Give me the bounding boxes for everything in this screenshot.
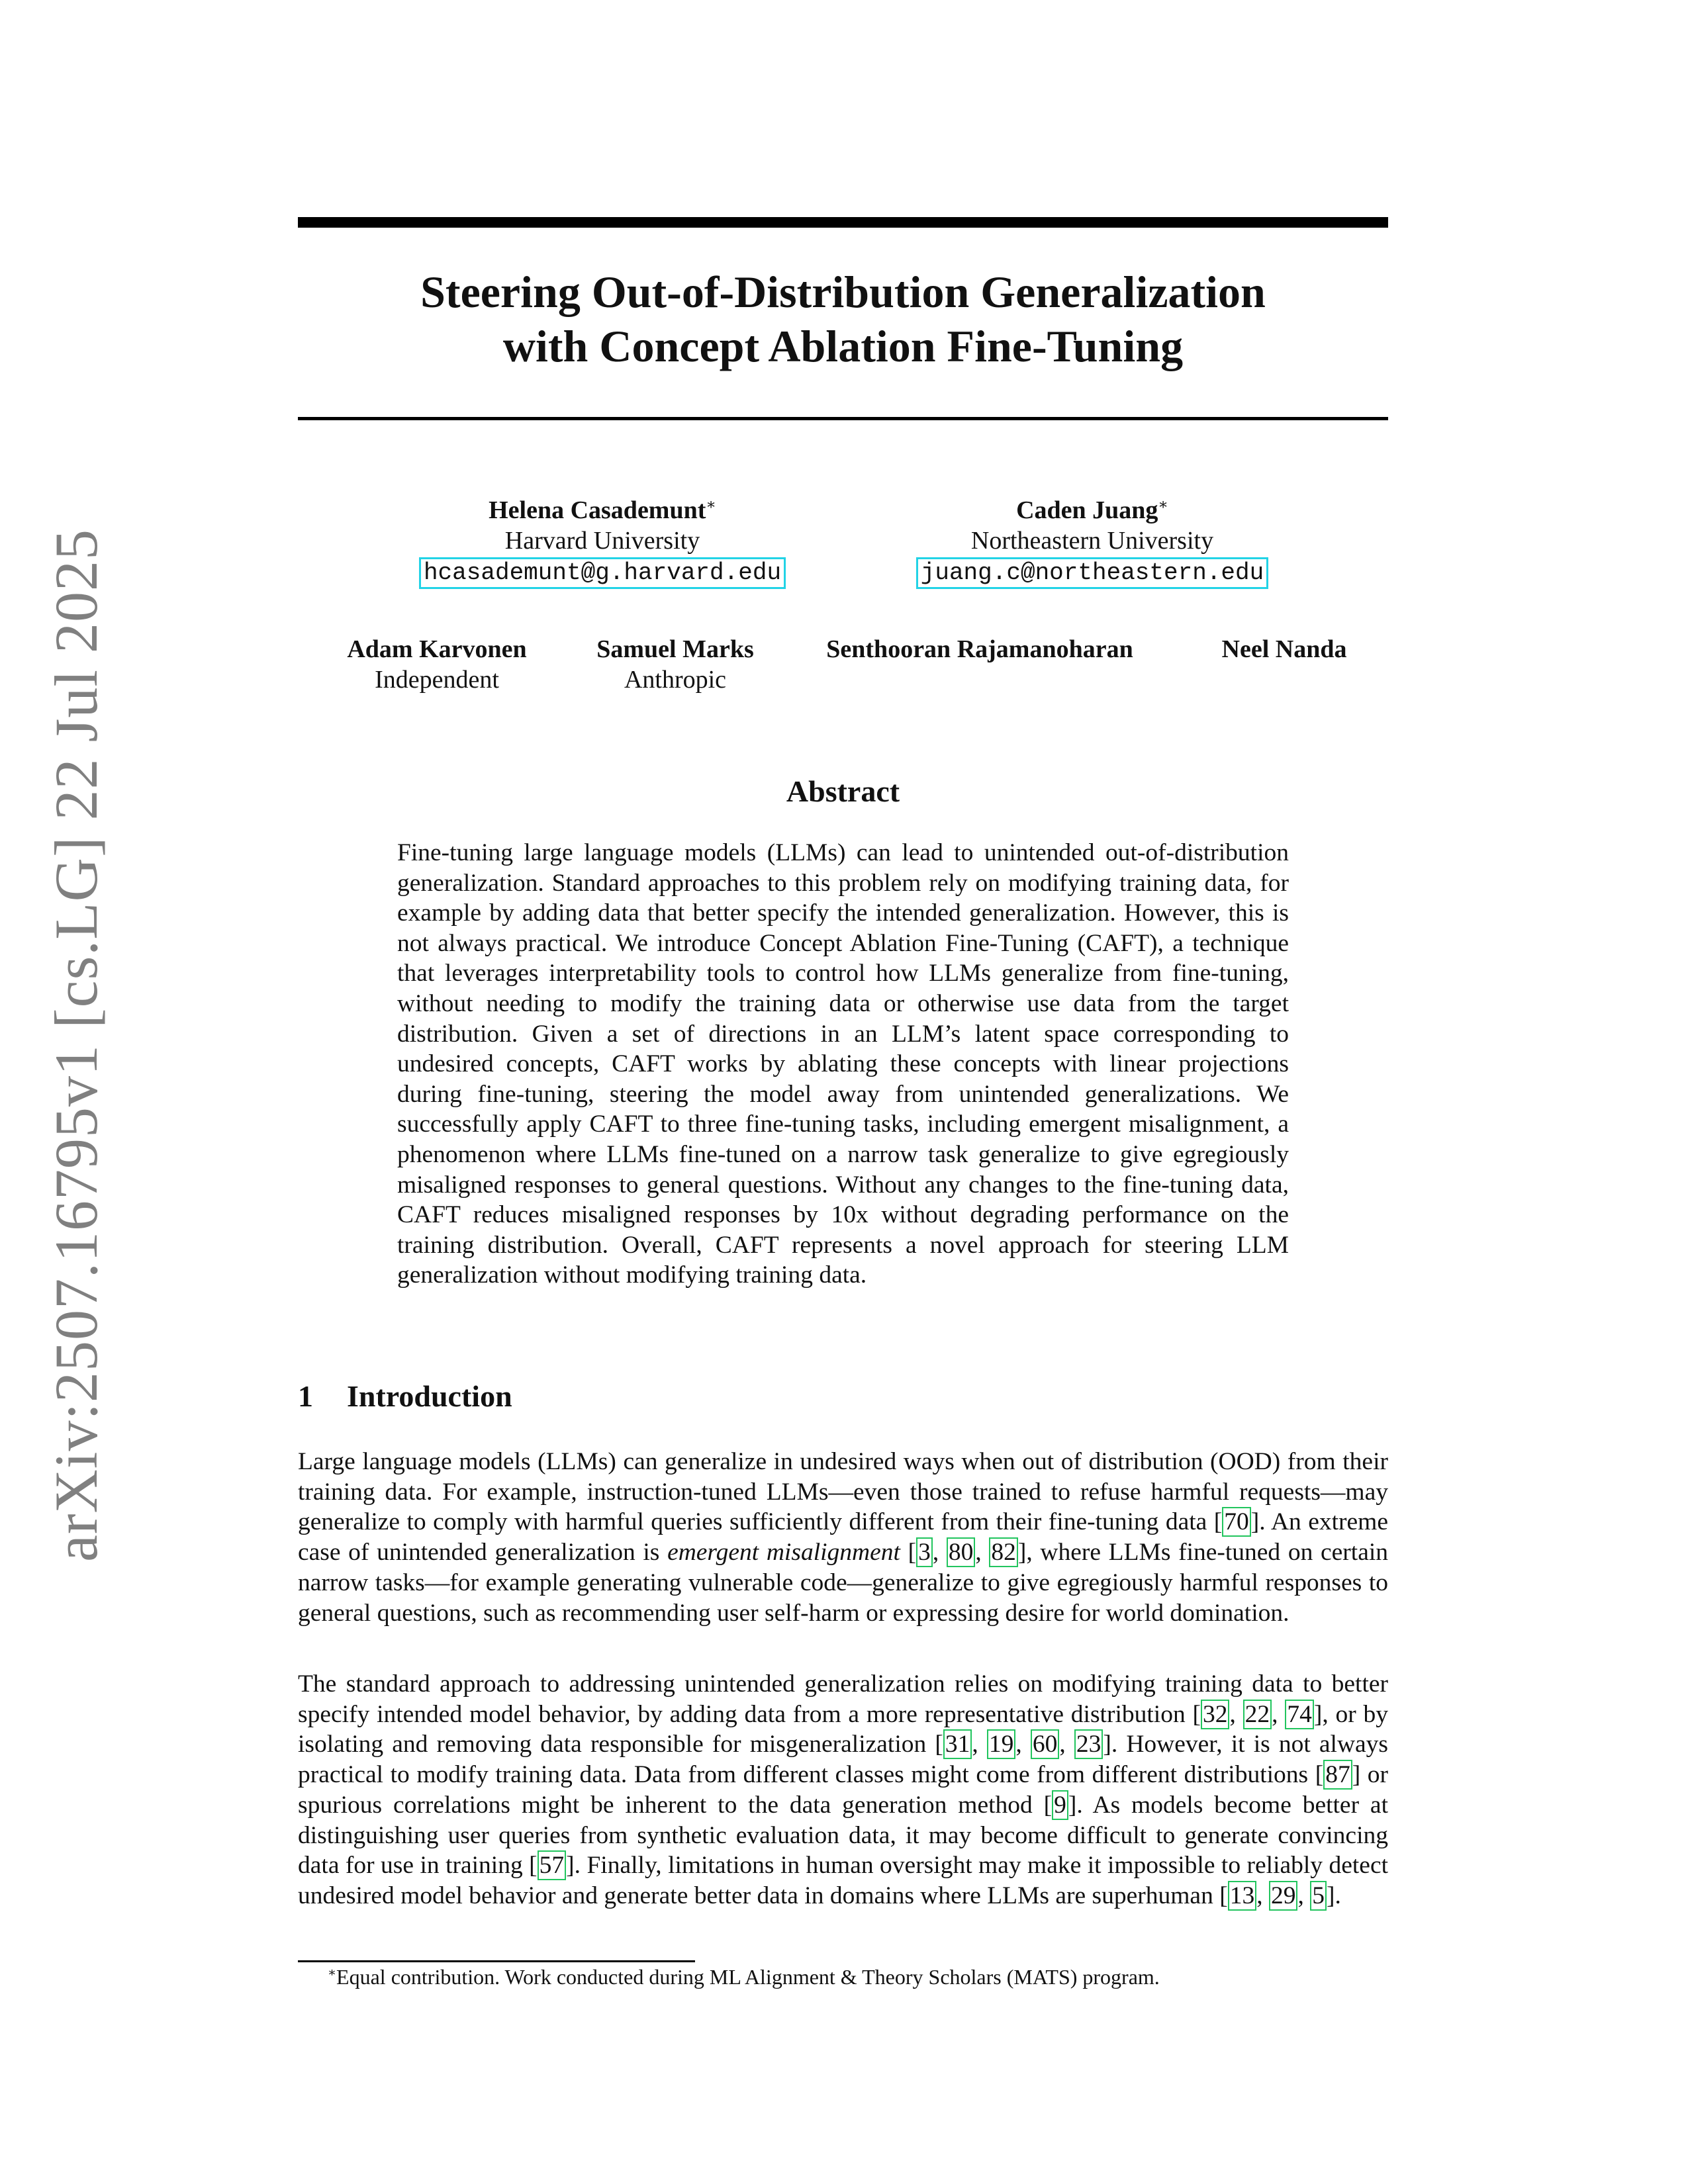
text-run: The standard approach to addressing unintended generalization relies on modifying training data to better specify intended model behavior, by adding data from a more representative distribution [ <box>298 1670 1388 1728</box>
intro-paragraph-2: The standard approach to addressing unintended generalization relies on modifying training data to better specify intended model behavior, by adding data from a more representative distribution [32, 22, 74], or by isolating and removing data responsible for misgeneralization [31, 19, 60, 23]. However, it is not always practical to modify training data. Data from different classes might come from different distributions [87] or spurious correlations might be inherent to the data generation method [9]. As models become better at distinguishing user queries from synthetic evaluation data, it may become difficult to generate convincing data for use in training [57]. Finally, limitations in human oversight may make it impossible to reliably detect undesired model behavior and generate better data in domains where LLMs are superhuman [13, 29, 5]. <box>298 1670 1389 1909</box>
citation-link[interactable]: 32 <box>1201 1700 1230 1729</box>
title-line-1: Steering Out-of-Distribution Generalization <box>420 267 1266 317</box>
footnote-rule <box>298 1960 695 1962</box>
title-top-rule <box>298 217 1388 228</box>
citation-link[interactable]: 9 <box>1052 1790 1068 1820</box>
author-block-3 <box>324 634 549 695</box>
author-affiliation: Harvard University <box>504 527 700 555</box>
paper-title <box>298 265 1388 373</box>
author-block-1 <box>397 495 808 589</box>
author-affiliation: Northeastern University <box>970 527 1214 555</box>
citation-link[interactable]: 31 <box>943 1729 972 1759</box>
author-block-4 <box>569 634 781 695</box>
author-block-5 <box>801 634 1158 664</box>
citation-link[interactable]: 22 <box>1243 1700 1272 1729</box>
title-bottom-rule <box>298 417 1388 420</box>
equal-contribution-mark: ∗ <box>1158 496 1168 513</box>
section-number: 1 <box>298 1379 313 1413</box>
intro-paragraph-1: Large language models (LLMs) can generalize in undesired ways when out of distribution (OOD) from their training data. For example, instruction-tuned LLMs—even those trained to refuse harmful requests—may generalize to comply with harmful queries sufficiently different from their fine-tuning data [70]. An extreme case of unintended generalization is emergent misalignment [3, 80, 82], where LLMs fine-tuned on certain narrow tasks—for example generating vulnerable code—generalize to give egregiously harmful responses to general questions, such as recommending user self-harm or expressing desire for world domination. <box>298 1448 1389 1627</box>
citation-link[interactable]: 82 <box>989 1537 1018 1567</box>
author-email-link[interactable]: hcasademunt@g.harvard.edu <box>419 557 786 589</box>
emphasis-text: emergent misalignment <box>667 1539 900 1567</box>
text-run: Large language models (LLMs) can generalize in undesired ways when out of distribution (OOD) from their training data. For example, instruction-tuned LLMs—even those trained to refuse harmful requests—may generalize to comply with harmful queries sufficiently different from their fine-tuning data [ <box>298 1448 1388 1536</box>
author-affiliation: Anthropic <box>624 666 727 694</box>
citation-link[interactable]: 5 <box>1310 1881 1327 1911</box>
text-run: ]. An extreme case of unintended generalization is <box>298 1508 1388 1567</box>
text-run: ], or by isolating and removing data responsible for misgeneralization [ <box>298 1700 1389 1758</box>
citation-link[interactable]: 70 <box>1222 1507 1251 1537</box>
citation-link[interactable]: 13 <box>1228 1881 1257 1911</box>
citation-link[interactable]: 3 <box>916 1537 933 1567</box>
citation-link[interactable]: 23 <box>1074 1729 1103 1759</box>
citation-link[interactable]: 19 <box>987 1729 1016 1759</box>
abstract-heading: Abstract <box>786 774 900 808</box>
author-affiliation: Independent <box>375 666 499 694</box>
citation-link[interactable]: 87 <box>1323 1760 1352 1790</box>
text-run: [ <box>900 1539 917 1567</box>
section-heading <box>298 1378 512 1415</box>
title-line-2: with Concept Ablation Fine-Tuning <box>502 321 1184 371</box>
abstract-body: Fine-tuning large language models (LLMs) can lead to unintended out-of-distribution generalization. Standard approaches to this problem rely on modifying training data, for example by adding data that better specify the intended generalization. However, this is not always practical. We introduce Concept Ablation Fine-Tuning (CAFT), a technique that leverages interpretability tools to control how LLMs generalize from fine-tuning, without needing to modify the training data or otherwise use data from the target distribution. Given a set of directions in an LLM’s latent space corresponding to undesired concepts, CAFT works by ablating these concepts with linear projections during fine-tuning, steering the model away from unintended generalizations. We successfully apply CAFT to three fine-tuning tasks, including emergent misalignment, a phenomenon where LLMs fine-tuned on a narrow task generalize to give egregiously misaligned responses to general questions. Without any changes to the fine-tuning data, CAFT reduces misaligned responses by 10x without degrading performance on the training distribution. Overall, CAFT represents a novel approach for steering LLM generalization without modifying training data. <box>397 839 1289 1289</box>
arxiv-identifier: arXiv:2507.16795v1 [cs.LG] 22 Jul 2025 <box>42 529 110 1562</box>
author-name: Caden Juang <box>1016 496 1158 524</box>
author-name: Helena Casademunt <box>489 496 706 524</box>
footnote-text: Equal contribution. Work conducted during ML Alignment & Theory Scholars (MATS) program. <box>336 1965 1160 1989</box>
text-run: ] or spurious correlations might be inherent to the data generation method [ <box>298 1761 1388 1819</box>
text-run: ]. Finally, limitations in human oversight may make it impossible to reliably detect undesired model behavior and generate better data in domains where LLMs are superhuman [ <box>298 1852 1389 1909</box>
text-run: ]. As models become better at distinguishing user queries from synthetic evaluation data, it may become difficult to generate convincing data for use in training [ <box>298 1791 1388 1880</box>
citation-link[interactable]: 80 <box>947 1537 976 1567</box>
footnote-mark: ∗ <box>328 1966 337 1980</box>
author-name: Samuel Marks <box>596 635 754 663</box>
citation-link[interactable]: 29 <box>1269 1881 1298 1911</box>
text-run: ]. <box>1326 1882 1341 1909</box>
author-name: Adam Karvonen <box>347 635 527 663</box>
citation-link[interactable]: 60 <box>1031 1729 1060 1759</box>
text-run: ]. However, it is not always practical to modify training data. Data from different classes might come from different distributions [ <box>298 1731 1389 1789</box>
section-title: Introduction <box>347 1379 512 1413</box>
author-email-link[interactable]: juang.c@northeastern.edu <box>916 557 1268 589</box>
text-run: ], where LLMs fine-tuned on certain narrow tasks—for example generating vulnerable code—generalize to give egregiously harmful responses to general questions, such as recommending user self-harm or expressing desire for world domination. <box>298 1539 1389 1627</box>
author-name: Senthooran Rajamanoharan <box>826 635 1133 663</box>
citation-link[interactable]: 57 <box>538 1850 567 1880</box>
author-name: Neel Nanda <box>1221 635 1347 663</box>
author-block-2 <box>887 495 1297 589</box>
citation-link[interactable]: 74 <box>1285 1700 1314 1729</box>
footnote <box>328 1963 1160 1991</box>
author-block-6 <box>1185 634 1383 664</box>
equal-contribution-mark: ∗ <box>706 496 716 513</box>
